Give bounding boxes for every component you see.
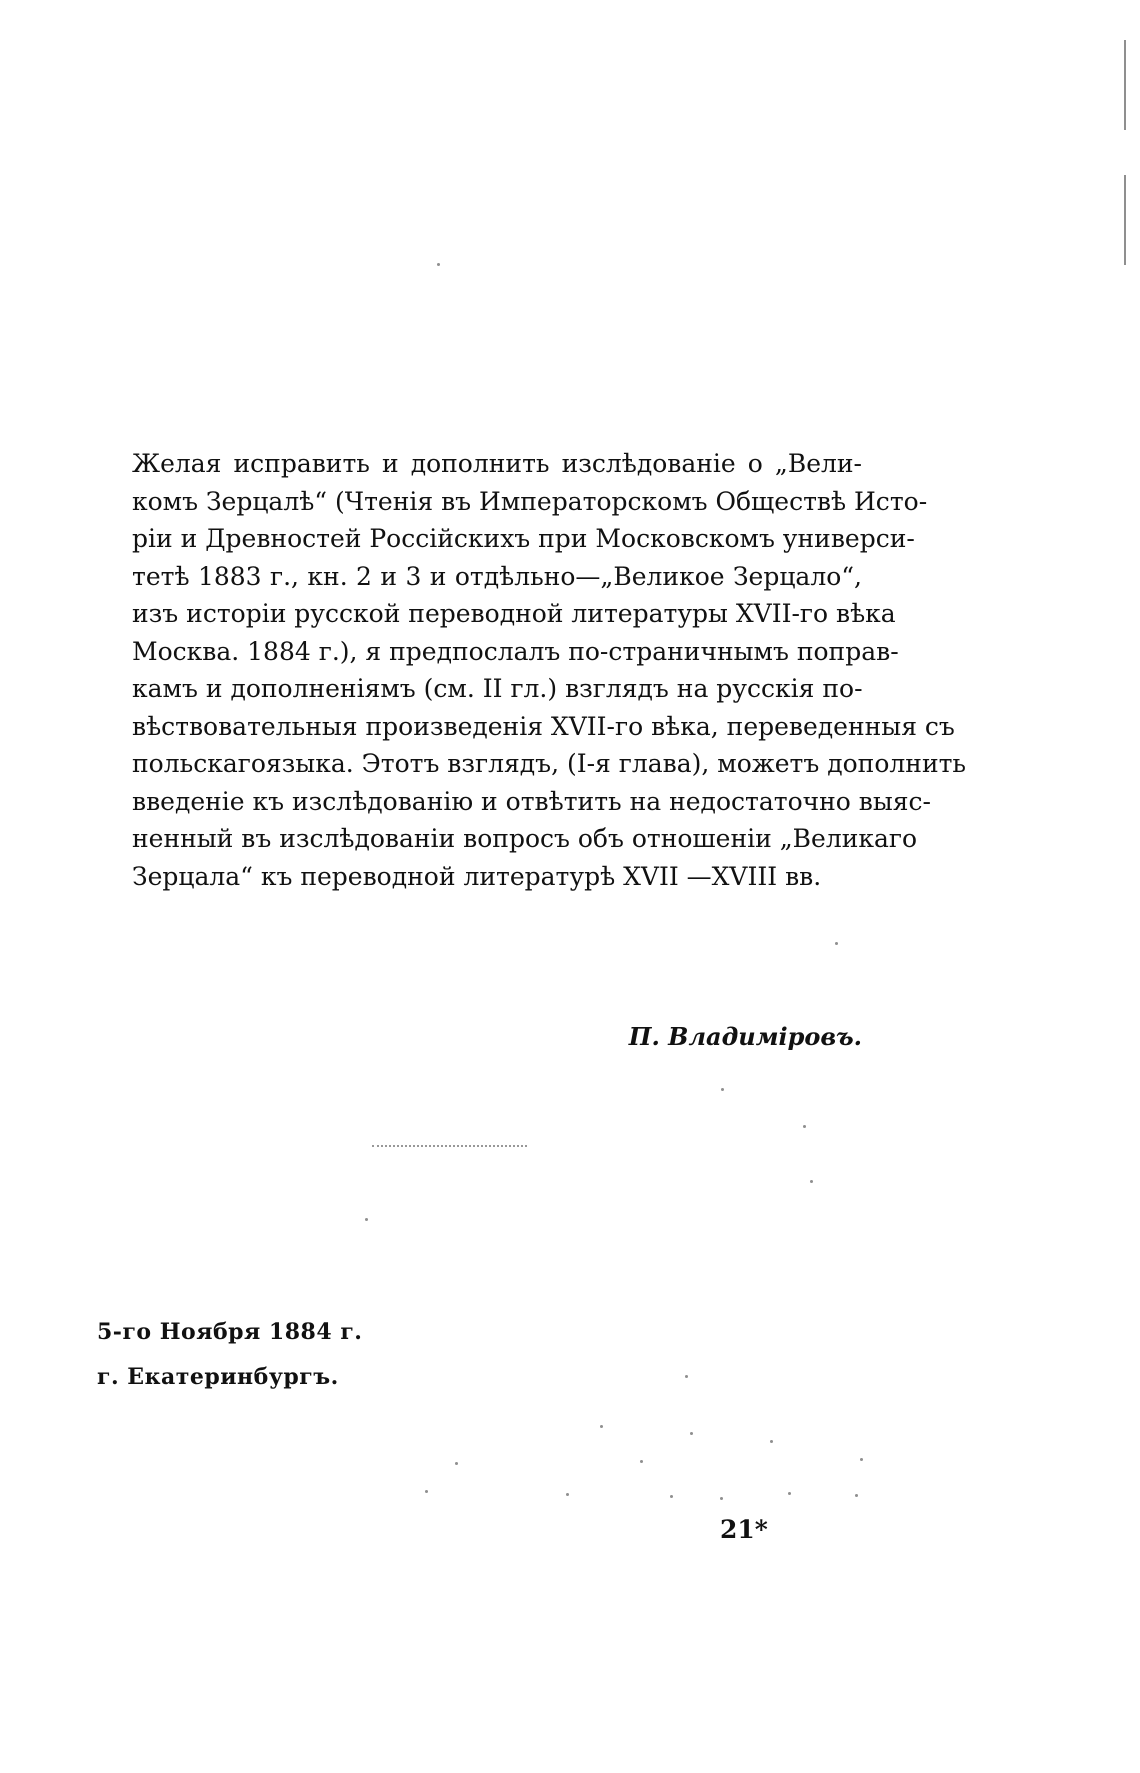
- text-line: вѣствовательныя произведенія XVII-го вѣка, переведенныя съ: [132, 711, 955, 741]
- scan-speck: [455, 1462, 458, 1465]
- scan-speck: [437, 263, 440, 266]
- scan-speck: [685, 1375, 688, 1378]
- scan-speck: [855, 1494, 858, 1497]
- text-line: ненный въ изслѣдованіи вопросъ объ отношеніи „Великаго: [132, 824, 918, 853]
- text-line: Желая исправить и дополнить изслѣдованіе о „Вели-: [132, 449, 862, 478]
- text-line: тетѣ 1883 г., кн. 2 и 3 и отдѣльно—„Великое Зерцало“,: [132, 561, 862, 591]
- date-line: 5-го Ноября 1884 г.: [97, 1319, 363, 1345]
- place-line: г. Екатеринбургъ.: [97, 1364, 339, 1390]
- scan-speck: [690, 1432, 693, 1435]
- scan-speck: [810, 1180, 813, 1183]
- scan-edge-mark: [1124, 175, 1126, 265]
- scan-speck: [640, 1460, 643, 1463]
- scan-speck: [566, 1493, 569, 1496]
- text-line: ріи и Древностей Россійскихъ при Московскомъ универси-: [132, 524, 915, 553]
- scan-speck: [788, 1492, 791, 1495]
- scan-speck: [425, 1490, 428, 1493]
- scan-speck: [670, 1495, 673, 1498]
- scan-edge-mark: [1124, 40, 1126, 130]
- scan-speck: [835, 942, 838, 945]
- text-line: комъ Зерцалѣ“ (Чтенія въ Императорскомъ Обществѣ Исто-: [132, 486, 928, 516]
- text-line: польскагоязыка. Этотъ взглядъ, (I-я глава), можетъ дополнить: [132, 749, 967, 778]
- text-line: изъ исторіи русской переводной литературы XVII-го вѣка: [132, 599, 896, 628]
- place-date-block: [97, 1310, 362, 1400]
- preface-paragraph: [132, 445, 967, 895]
- text-line: Москва. 1884 г.), я предпослалъ по-страничнымъ поправ-: [132, 636, 899, 666]
- scan-speck: [803, 1125, 806, 1128]
- scan-speck: [600, 1425, 603, 1428]
- text-line: камъ и дополненіямъ (см. II гл.) взглядъ на русскія по-: [132, 674, 863, 703]
- text-line: Зерцала“ къ переводной литературѣ XVII —XVIII вв.: [132, 861, 822, 891]
- scan-speck: [860, 1458, 863, 1461]
- dotted-divider: [372, 1145, 527, 1147]
- scan-speck: [770, 1440, 773, 1443]
- page-number: 21*: [720, 1515, 768, 1544]
- scan-speck: [720, 1497, 723, 1500]
- scan-speck: [721, 1088, 724, 1091]
- scan-speck: [365, 1218, 368, 1221]
- text-line: введеніе къ изслѣдованію и отвѣтить на недостаточно выяс-: [132, 786, 931, 816]
- author-signature: П. Владиміровъ.: [628, 1022, 862, 1051]
